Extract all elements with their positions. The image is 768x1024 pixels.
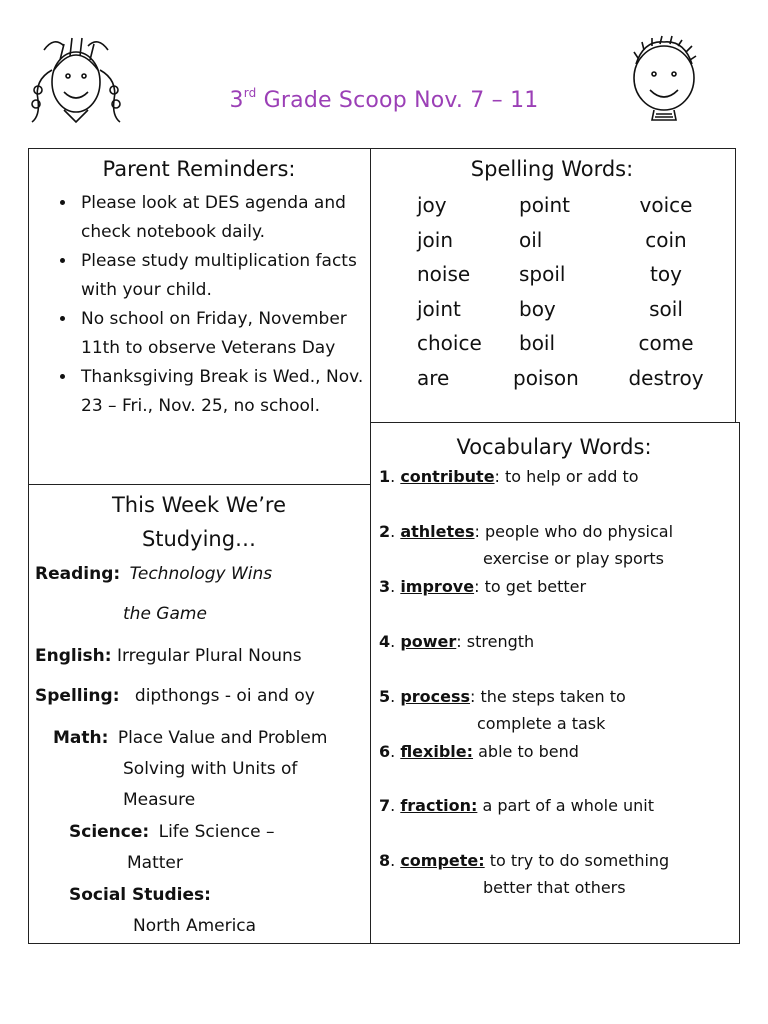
- english-value: Irregular Plural Nouns: [116, 646, 302, 666]
- vocabulary-term: power: [400, 632, 457, 651]
- vocabulary-definition-line2: exercise or play sports: [483, 549, 664, 568]
- spelling-word: voice: [639, 193, 693, 217]
- spelling-word: spoil: [519, 262, 566, 286]
- spelling-word: oil: [519, 227, 543, 252]
- vocabulary-number: 7: [379, 796, 391, 815]
- vocabulary-definition-line2: complete a task: [477, 714, 606, 733]
- science-row: [69, 821, 274, 843]
- vocabulary-number: 3: [379, 577, 391, 596]
- vocabulary-number: 2: [379, 522, 391, 541]
- spelling-word: point: [519, 193, 571, 217]
- social-studies-value: North America: [133, 916, 257, 936]
- spelling-word: boy: [519, 296, 556, 321]
- english-row: [35, 645, 302, 667]
- studying-heading-line1: This Week We’re: [111, 493, 287, 517]
- reading-value-line2: the Game: [123, 604, 207, 624]
- science-label: Science:: [69, 822, 150, 842]
- vocabulary-term: athletes: [400, 522, 475, 541]
- parent-reminders-heading: Parent Reminders:: [102, 157, 296, 181]
- social-studies-row: [69, 884, 211, 906]
- spelling-word: noise: [417, 262, 471, 286]
- vocabulary-definition: to try to do something: [484, 851, 670, 870]
- vocabulary-definition: a part of a whole unit: [477, 796, 655, 815]
- vocabulary-number: 1: [379, 467, 391, 486]
- spelling-words-box: [370, 148, 736, 424]
- vocabulary-item: 6. flexible: able to bend: [379, 742, 579, 761]
- parent-reminders-box: [28, 148, 372, 486]
- vocabulary-item: 7. fraction: a part of a whole unit: [379, 796, 655, 815]
- vocabulary-item: 5. process: the steps taken to: [379, 687, 626, 706]
- vocabulary-term: process: [400, 687, 471, 706]
- reading-row: [35, 563, 272, 585]
- vocabulary-item: 1. contribute: to help or add to: [379, 467, 639, 486]
- spelling-word: destroy: [628, 365, 704, 390]
- vocabulary-term: compete:: [400, 851, 485, 870]
- science-value: Life Science –: [158, 822, 275, 842]
- math-row: [53, 727, 327, 749]
- list-item: • Please look at DES agenda and check notebook daily.: [77, 189, 377, 247]
- vocabulary-definition: able to bend: [473, 742, 579, 761]
- math-value-line3: Measure: [123, 790, 196, 810]
- english-label: English:: [35, 646, 112, 666]
- vocabulary-term: flexible:: [400, 742, 474, 761]
- spelling-word: join: [417, 227, 454, 252]
- spelling-word: poison: [513, 365, 579, 390]
- list-item: • Please study multiplication facts with your child.: [77, 247, 377, 305]
- vocabulary-number: 6: [379, 742, 391, 761]
- spelling-word: joint: [417, 296, 461, 321]
- vocabulary-term: improve: [400, 577, 475, 596]
- vocabulary-term: fraction:: [400, 796, 478, 815]
- spelling-value: dipthongs - oi and oy: [134, 686, 315, 706]
- spelling-word: boil: [519, 331, 556, 355]
- list-item: • Thanksgiving Break is Wed., Nov. 23 – Fri., Nov. 25, no school.: [77, 363, 377, 421]
- vocabulary-definition: : to get better: [474, 577, 587, 596]
- math-value-line2: Solving with Units of: [123, 759, 298, 779]
- math-value: Place Value and Problem: [117, 728, 328, 748]
- vocabulary-number: 5: [379, 687, 391, 706]
- vocabulary-definition-line2: better that others: [483, 878, 626, 897]
- vocabulary-definition: : to help or add to: [494, 467, 639, 486]
- vocabulary-definition: : strength: [456, 632, 535, 651]
- spelling-word: soil: [649, 296, 683, 321]
- page-title: 3rd Grade Scoop Nov. 7 – 11: [229, 86, 539, 113]
- spelling-label: Spelling:: [35, 686, 120, 706]
- science-value-line2: Matter: [127, 853, 183, 873]
- reading-value: Technology Wins: [129, 564, 273, 584]
- studying-box: [28, 484, 372, 944]
- spelling-word: are: [417, 365, 450, 390]
- vocabulary-item: 3. improve: to get better: [379, 577, 587, 596]
- spelling-word: choice: [417, 331, 482, 355]
- list-item: • No school on Friday, November 11th to observe Veterans Day: [77, 305, 377, 363]
- math-label: Math:: [53, 728, 109, 748]
- reading-label: Reading:: [35, 564, 121, 584]
- social-studies-label: Social Studies:: [69, 885, 211, 905]
- spelling-word: coin: [645, 227, 687, 252]
- vocabulary-item: 4. power: strength: [379, 632, 535, 651]
- vocabulary-number: 4: [379, 632, 391, 651]
- vocabulary-item: 8. compete: to try to do something: [379, 851, 670, 870]
- vocabulary-definition: : the steps taken to: [470, 687, 626, 706]
- spelling-words-heading: Spelling Words:: [470, 157, 634, 181]
- vocabulary-item: 2. athletes: people who do physical: [379, 522, 674, 541]
- spelling-word: toy: [650, 262, 682, 286]
- vocabulary-heading: Vocabulary Words:: [456, 435, 652, 459]
- vocabulary-number: 8: [379, 851, 391, 870]
- vocabulary-box: [370, 422, 740, 944]
- vocabulary-term: contribute: [400, 467, 495, 486]
- parent-reminders-list: [51, 189, 377, 421]
- vocabulary-definition: : people who do physical: [474, 522, 674, 541]
- spelling-word: come: [638, 331, 694, 355]
- spelling-word: joy: [417, 193, 447, 217]
- spelling-row: [35, 685, 315, 707]
- studying-heading-line2: Studying…: [141, 527, 257, 551]
